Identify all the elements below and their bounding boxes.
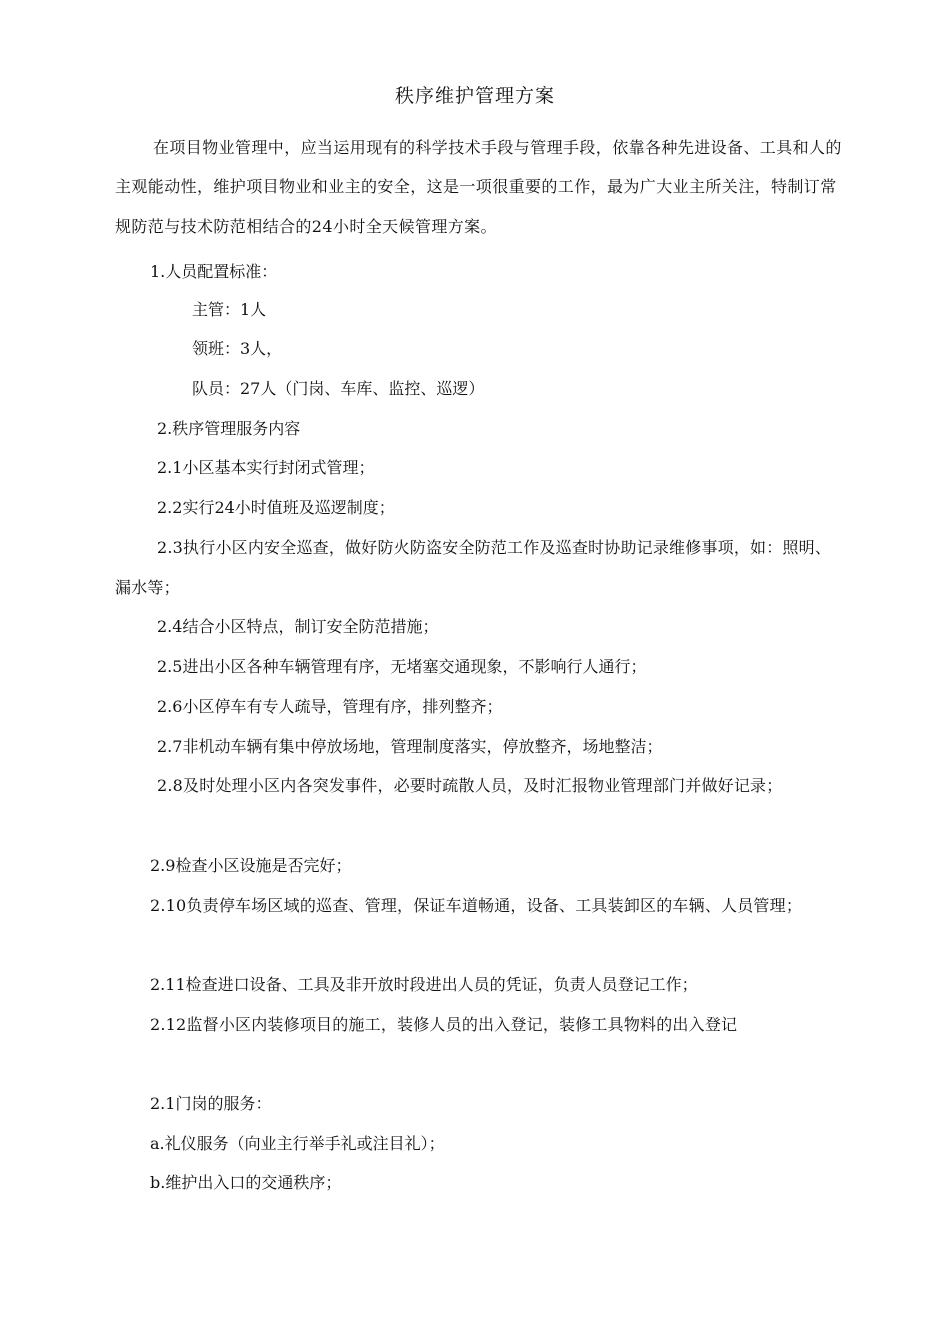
gate-service-a: a.礼仪服务（向业主行举手礼或注目礼）； [150, 1134, 445, 1153]
item-2-2: 2.2实行24小时值班及巡逻制度； [157, 498, 395, 517]
staff-team-leader: 领班：3人， [192, 339, 283, 358]
document-title: 秩序维护管理方案 [394, 85, 555, 107]
item-2-10: 2.10负责停车场区域的巡查、管理，保证车道畅通，设备、工具装卸区的车辆、人员管理； [150, 896, 803, 915]
item-2-3: 2.3执行小区内安全巡查，做好防火防盗安全防范工作及巡查时协助记录维修事项，如：照明、漏水等； [115, 538, 832, 597]
gate-service-heading: 2.1门岗的服务： [150, 1094, 272, 1113]
intro-paragraph: 在项目物业管理中，应当运用现有的科学技术手段与管理手段，依靠各种先进设备、工具和人的主观能动性，维护项目物业和业主的安全，这是一项很重要的工作，最为广大业主所关注，特制订常规防范与技术防范相结合的24小时全天候管理方案。 [115, 138, 842, 236]
item-2-8: 2.8及时处理小区内各突发事件，必要时疏散人员，及时汇报物业管理部门并做好记录； [157, 776, 783, 795]
section-2-heading: 2.秩序管理服务内容 [157, 419, 301, 438]
item-2-5: 2.5进出小区各种车辆管理有序，无堵塞交通现象，不影响行人通行； [157, 657, 647, 676]
gate-service-b: b.维护出入口的交通秩序； [150, 1173, 342, 1192]
item-2-7: 2.7非机动车辆有集中停放场地，管理制度落实，停放整齐，场地整洁； [157, 737, 663, 756]
staff-supervisor: 主管：1人 [192, 300, 267, 319]
item-2-6: 2.6小区停车有专人疏导，管理有序，排列整齐； [157, 697, 503, 716]
item-2-1: 2.1小区基本实行封闭式管理； [157, 458, 375, 477]
staff-team-member: 队员：27人（门岗、车库、监控、巡逻） [192, 379, 485, 398]
item-2-4: 2.4结合小区特点，制订安全防范措施； [157, 617, 439, 636]
item-2-11: 2.11检查进口设备、工具及非开放时段进出人员的凭证，负责人员登记工作； [150, 975, 698, 994]
item-2-12: 2.12监督小区内装修项目的施工，装修人员的出入登记，装修工具物料的出入登记 [150, 1015, 738, 1034]
section-1-heading: 1.人员配置标准： [150, 262, 278, 281]
item-2-9: 2.9检查小区设施是否完好； [150, 856, 352, 875]
